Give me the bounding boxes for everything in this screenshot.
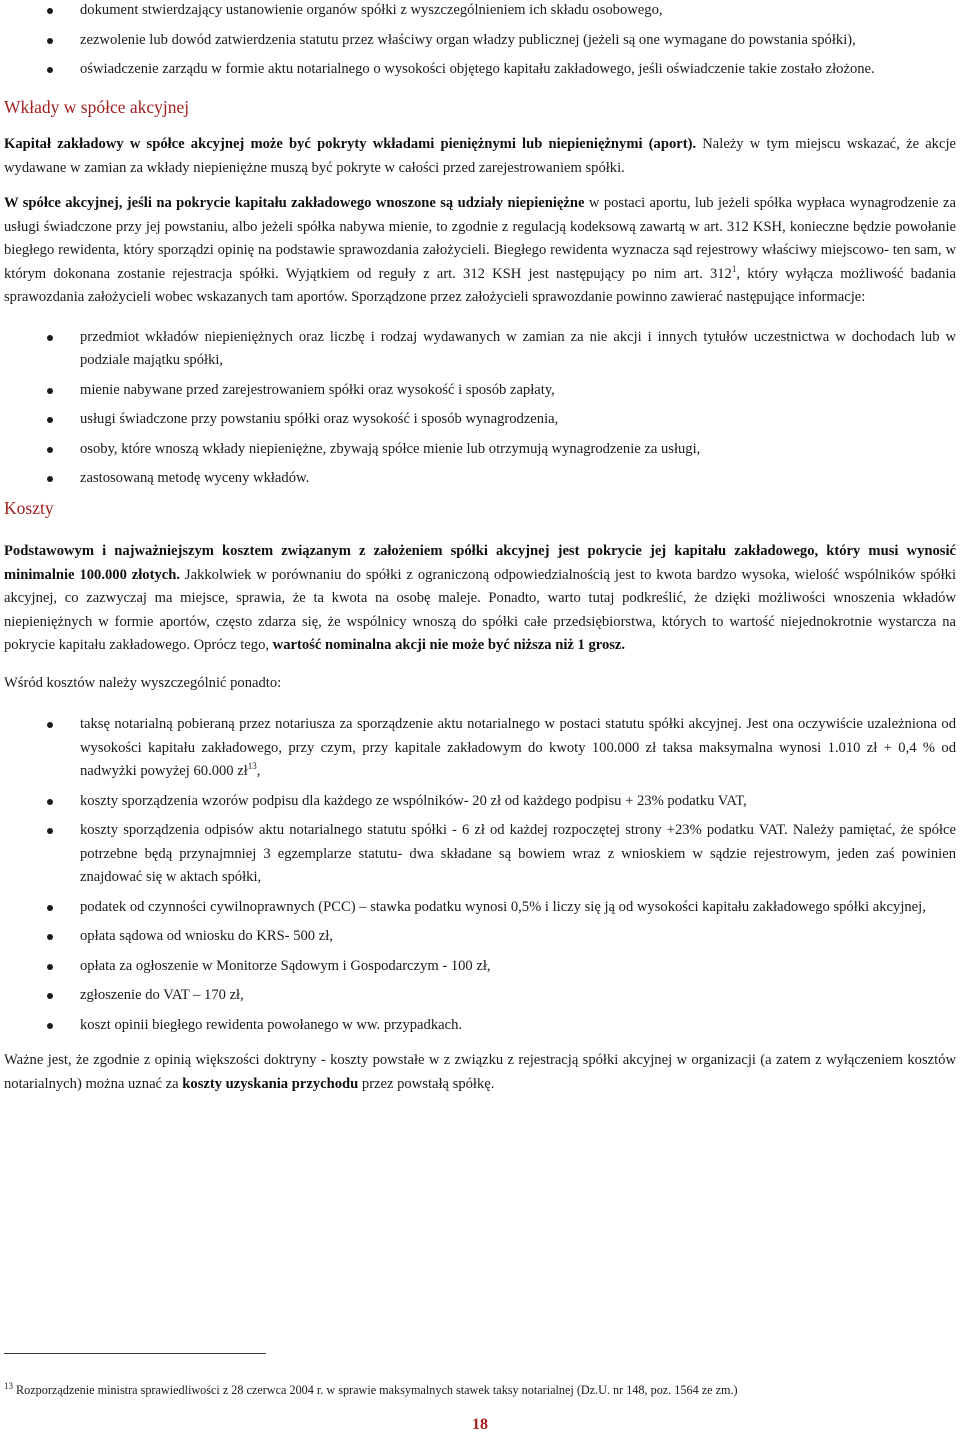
paragraph: Podstawowym i najważniejszym kosztem związanym z założeniem spółki akcyjnej jest pokrycie jej kapitału zakładowego, który musi wynosić minimalnie 100.000 złotych. Jakkolwiek w porównaniu do spółki z ograniczoną odpowiedzialnością jest to kwota bardzo wysoka, wielość wspólników spółki akcyjnej, co zazwyczaj ma miejsce, sprawia, że ta kwota na osobę maleje. Ponadto, warto tutaj podkreślić, że dzięki możliwości wnoszenia wkładów niepieniężnych w formie aportów, często zdarza się, że wspólnicy wnoszą do spółki całe przedsiębiorstwa, których to wartość niejednokrotnie wystarcza na pokrycie kapitału zakładowego. Oprócz tego, wartość nominalna akcji nie może być niższa niż 1 grosz. bbox=[4, 543, 957, 653]
footnote-number: 13 bbox=[4, 1380, 13, 1391]
list-item: przedmiot wkładów niepieniężnych oraz liczbę i rodzaj wydawanych w zamian za nie akcji i innych tytułów uczestnictwa w dochodach lub w podziale majątku spółki, bbox=[80, 326, 956, 373]
document-page bbox=[4, 0, 956, 1096]
bullet-icon bbox=[47, 476, 53, 482]
list-item: osoby, które wnoszą wkłady niepieniężne, zbywają spółce mienie lub otrzymują wynagrodzenie za usługi, bbox=[80, 438, 956, 462]
footnote-divider bbox=[4, 1353, 266, 1354]
list-item: usługi świadczone przy powstaniu spółki oraz wysokość i sposób wynagrodzenia, bbox=[80, 408, 956, 432]
list-item: koszty sporządzenia wzorów podpisu dla każdego ze wspólników- 20 zł od każdego podpisu + 23% podatku VAT, bbox=[80, 790, 956, 814]
superscript: 1 bbox=[731, 263, 737, 274]
list-item: zezwolenie lub dowód zatwierdzenia statutu przez właściwy organ władzy publicznej (jeżeli są one wymagane do powstania spółki), bbox=[80, 29, 956, 53]
footnote: $^{13}$ Rozporządzenie ministra sprawiedliwości z 28 czerwca 2004 r. w sprawie maksymalnych stawek taksy notarialnej (Dz.U. nr 148, poz. 1564 ze zm.) bbox=[4, 1380, 738, 1397]
bold-text: koszty uzyskania przychodu bbox=[182, 1075, 359, 1092]
list-item: zastosowaną metodę wyceny wkładów. bbox=[80, 467, 956, 491]
bold-text: Podstawowym i najważniejszym kosztem związanym z założeniem spółki akcyjnej jest pokrycie jej kapitału zakładowego, który musi wynosić minimalnie 100.000 złotych. bbox=[4, 543, 956, 583]
list-item: mienie nabywane przed zarejestrowaniem spółki oraz wysokość i sposób zapłaty, bbox=[80, 379, 956, 403]
paragraph: Kapitał zakładowy w spółce akcyjnej może być pokryty wkładami pieniężnymi lub niepieniężnymi (aport). Należy w tym miejscu wskazać, że akcje wydawane w zamian za wkłady niepieniężne muszą być pokryte w całości przed zarejestrowaniem spółki. bbox=[4, 136, 956, 176]
registration-documents-list bbox=[4, 0, 956, 82]
bold-text: Kapitał zakładowy w spółce akcyjnej może być pokryty wkładami pieniężnymi lub niepieniężnymi (aport). bbox=[4, 136, 697, 152]
bullet-icon bbox=[47, 8, 53, 14]
bullet-icon bbox=[47, 1023, 53, 1029]
list-item: zgłoszenie do VAT – 170 zł, bbox=[80, 984, 956, 1008]
list-item: koszty sporządzenia odpisów aktu notarialnego statutu spółki - 6 zł od każdej rozpoczętej strony +23% podatku VAT. Należy pamiętać, że spółce potrzebne będą przynajmniej 3 egzemplarze statutu- dwa składane są bowiem wraz z wnioskiem w sądzie rejestrowym, jeden zaś powinien znajdować się w aktach spółki, bbox=[80, 819, 956, 890]
footnote-ref: 13 bbox=[247, 761, 257, 772]
bullet-icon bbox=[47, 799, 53, 805]
bullet-icon bbox=[47, 417, 53, 423]
page-number: 18 bbox=[472, 1416, 488, 1433]
section-heading-wklady: Wkłady w spółce akcyjnej bbox=[4, 96, 190, 117]
bullet-icon bbox=[47, 964, 53, 970]
bullet-icon bbox=[47, 828, 53, 834]
bullet-icon bbox=[47, 722, 53, 728]
costs-list bbox=[4, 713, 956, 1037]
list-item: opłata sądowa od wniosku do KRS- 500 zł, bbox=[80, 925, 956, 949]
list-item: oświadczenie zarządu w formie aktu notarialnego o wysokości objętego kapitału zakładowego, jeśli oświadczenie takie zostało złożone. bbox=[80, 58, 956, 82]
bullet-icon bbox=[47, 388, 53, 394]
list-item: dokument stwierdzający ustanowienie organów spółki z wyszczególnieniem ich składu osobowego, bbox=[80, 0, 956, 23]
bullet-icon bbox=[47, 905, 53, 911]
bold-text: wartość nominalna akcji nie może być niższa niż 1 grosz. bbox=[272, 637, 626, 653]
bullet-icon bbox=[47, 993, 53, 999]
bold-text: W spółce akcyjnej, jeśli na pokrycie kapitału zakładowego wnoszone są udziały niepieniężne bbox=[4, 195, 585, 211]
bullet-icon bbox=[47, 67, 53, 73]
bullet-icon bbox=[47, 934, 53, 940]
bullet-icon bbox=[47, 447, 53, 453]
report-contents-list bbox=[4, 326, 956, 491]
paragraph: W spółce akcyjnej, jeśli na pokrycie kapitału zakładowego wnoszone są udziały niepieniężne w postaci aportu, lub jeżeli spółka wypłaca wynagrodzenie za usługi świadczone przy jej powstaniu, albo jeżeli spółka nabywa mienie, to zgodnie z regulacją kodeksową zawartą w art. 312 KSH, konieczne będzie powołanie biegłego rewidenta, który sporządzi opinię na podstawie sprawozdania założycieli. Biegłego rewidenta wyznacza sąd rejestrowy właściwy miejscowo- ten sam, w którym dokonana zostanie rejestracja spółki. Wyjątkiem od reguły z art. 312 KSH jest następujący po nim art. $312^1$, który wyłącza możliwość badania sprawozdania założycieli wobec wskazanych tam aportów. Sporządzone przez założycieli sprawozdanie powinno zawierać następujące informacje: bbox=[4, 195, 956, 305]
paragraph: Ważne jest, że zgodnie z opinią większości doktryny - koszty powstałe w z związku z rejestracją spółki akcyjnej w organizacji (a zatem z wyłączeniem kosztów notarialnych) można uznać za koszty uzyskania przychodu przez powstałą spółkę. bbox=[4, 1052, 956, 1092]
paragraph: Wśród kosztów należy wyszczególnić ponadto: bbox=[4, 674, 282, 691]
bullet-icon bbox=[47, 335, 53, 341]
section-heading-koszty: Koszty bbox=[4, 497, 54, 518]
bullet-icon bbox=[47, 38, 53, 44]
list-item: podatek od czynności cywilnoprawnych (PCC) – stawka podatku wynosi 0,5% i liczy się ją od wysokości kapitału zakładowego spółki akcyjnej, bbox=[80, 896, 956, 920]
list-item: taksę notarialną pobieraną przez notariusza za sporządzenie aktu notarialnego w postaci statutu spółki akcyjnej. Jest ona oczywiście uzależniona od wysokości kapitału zakładowego, przy czym, przy kapitale zakładowym do kwoty 100.000 zł taksa maksymalna wynosi 1.010 zł + 0,4 % od nadwyżki powyżej 60.000 $zł^{13}$, bbox=[80, 713, 956, 784]
list-item: koszt opinii biegłego rewidenta powołanego w ww. przypadkach. bbox=[80, 1014, 956, 1038]
list-item: opłata za ogłoszenie w Monitorze Sądowym i Gospodarczym - 100 zł, bbox=[80, 955, 956, 979]
